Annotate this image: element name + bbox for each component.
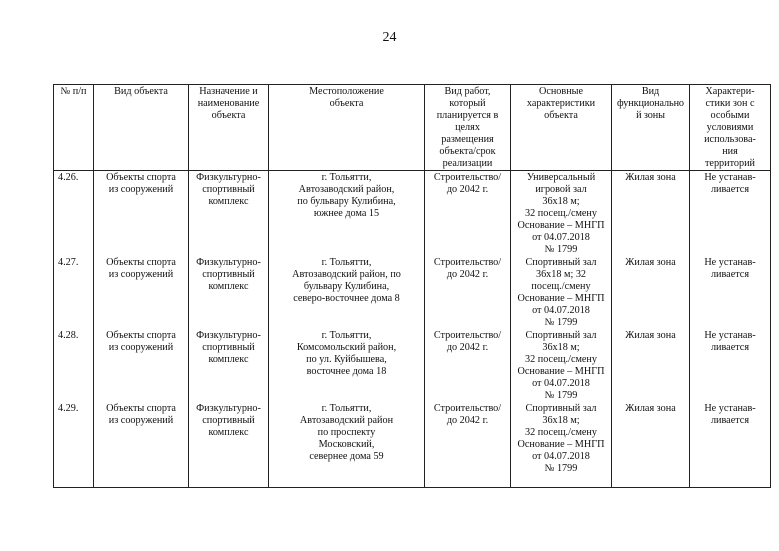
cell-line: Автозаводский район xyxy=(299,415,394,426)
cell-line: объекта xyxy=(544,110,578,121)
cell-line: восточнее дома 18 xyxy=(306,366,387,377)
cell-line: г. Тольятти, xyxy=(321,403,372,414)
cell-line: Жилая зона xyxy=(625,172,676,183)
cell-line: от 04.07.2018 xyxy=(532,378,590,389)
row-number: 4.27. xyxy=(54,256,94,329)
object-type-cell xyxy=(94,171,189,257)
functional-zone-cell xyxy=(612,402,690,488)
cell-line: Московский, xyxy=(318,439,375,450)
special-zones-cell xyxy=(690,171,771,257)
cell-line: до 2042 г. xyxy=(446,415,489,426)
characteristics-cell xyxy=(511,402,612,488)
cell-line: до 2042 г. xyxy=(446,184,489,195)
object-type-cell xyxy=(94,256,189,329)
cell-line: 36x18 м; xyxy=(542,342,580,353)
header-special-zones xyxy=(690,85,771,171)
row-number: 4.26. xyxy=(54,171,94,257)
cell-line: Не устанав- xyxy=(704,172,756,183)
cell-line: по бульвару Кулибина, xyxy=(297,196,396,207)
cell-line: территорий xyxy=(704,158,756,169)
cell-line: Местоположение xyxy=(309,86,384,97)
cell-line: Строительство/ xyxy=(433,403,502,414)
works-cell xyxy=(425,329,511,402)
objects-table xyxy=(53,84,771,488)
cell-line: ливается xyxy=(710,269,750,280)
cell-line: комплекс xyxy=(208,427,249,438)
cell-line: Жилая зона xyxy=(625,403,676,414)
cell-line: Объекты спорта xyxy=(106,172,176,183)
cell-line: спортивный xyxy=(202,269,255,280)
cell-line: условиями xyxy=(706,122,754,133)
cell-line: Вид объекта xyxy=(114,86,168,97)
cell-line: Комсомольский район, xyxy=(296,342,397,353)
cell-line: Универсальный xyxy=(526,172,596,183)
cell-line: й зоны xyxy=(636,110,665,121)
cell-line: северо-восточнее дома 8 xyxy=(293,293,400,304)
cell-line: объекта xyxy=(211,110,246,121)
purpose-cell xyxy=(189,402,269,488)
row-number: 4.29. xyxy=(54,402,94,488)
header-purpose xyxy=(189,85,269,171)
special-zones-cell xyxy=(690,329,771,402)
header-location xyxy=(269,85,425,171)
header-number xyxy=(54,85,94,171)
cell-line: ливается xyxy=(710,415,750,426)
cell-line: Жилая зона xyxy=(625,257,676,268)
cell-line: Вид xyxy=(641,86,660,97)
table-row xyxy=(54,329,771,402)
cell-line: использова- xyxy=(704,134,756,145)
cell-line: Объекты спорта xyxy=(106,403,176,414)
cell-line: Физкультурно- xyxy=(196,403,261,414)
table-row xyxy=(54,256,771,329)
cell-line: наименование xyxy=(197,98,260,109)
cell-line: спортивный xyxy=(202,415,255,426)
cell-line: до 2042 г. xyxy=(446,269,489,280)
cell-line: 36x18 м; xyxy=(542,415,580,426)
cell-line: № 1799 xyxy=(544,390,578,401)
works-cell xyxy=(425,256,511,329)
cell-line: Основание – МНГП xyxy=(517,220,605,231)
cell-line: по проспекту xyxy=(317,427,376,438)
location-cell xyxy=(269,171,425,257)
cell-line: Физкультурно- xyxy=(196,257,261,268)
cell-line: 36x18 м; xyxy=(542,196,580,207)
cell-line: Автозаводский район, xyxy=(298,184,395,195)
cell-line: № п/п xyxy=(60,86,87,97)
cell-line: характеристики xyxy=(526,98,596,109)
cell-line: № 1799 xyxy=(544,317,578,328)
cell-line: целях xyxy=(455,122,480,133)
cell-line: до 2042 г. xyxy=(446,342,489,353)
cell-line: бульвару Кулибина, xyxy=(303,281,390,292)
purpose-cell xyxy=(189,171,269,257)
table-row xyxy=(54,171,771,257)
works-cell xyxy=(425,171,511,257)
special-zones-cell xyxy=(690,402,771,488)
cell-line: Физкультурно- xyxy=(196,330,261,341)
cell-line: Вид работ, xyxy=(444,86,491,97)
cell-line: Строительство/ xyxy=(433,330,502,341)
purpose-cell xyxy=(189,256,269,329)
cell-line: № 1799 xyxy=(544,244,578,255)
cell-line: планируется в xyxy=(436,110,499,121)
cell-line: Физкультурно- xyxy=(196,172,261,183)
location-cell xyxy=(269,329,425,402)
header-functional-zone xyxy=(612,85,690,171)
cell-line: 32 посещ./смену xyxy=(525,427,597,438)
cell-line: ния xyxy=(722,146,738,157)
cell-line: ливается xyxy=(710,342,750,353)
row-number: 4.28. xyxy=(54,329,94,402)
cell-line: от 04.07.2018 xyxy=(532,232,590,243)
functional-zone-cell xyxy=(612,256,690,329)
cell-line: Не устанав- xyxy=(704,403,756,414)
header-works xyxy=(425,85,511,171)
cell-line: из сооружений xyxy=(108,184,174,195)
cell-line: г. Тольятти, xyxy=(321,257,372,268)
cell-line: Назначение и xyxy=(199,86,258,97)
functional-zone-cell xyxy=(612,329,690,402)
cell-line: севернее дома 59 xyxy=(309,451,384,462)
cell-line: стики зон с xyxy=(705,98,755,109)
cell-line: особыми xyxy=(710,110,750,121)
cell-line: Характери- xyxy=(705,86,755,97)
cell-line: который xyxy=(449,98,486,109)
header-row xyxy=(54,85,771,171)
characteristics-cell xyxy=(511,256,612,329)
cell-line: Спортивный зал xyxy=(525,403,597,414)
functional-zone-cell xyxy=(612,171,690,257)
cell-line: Жилая зона xyxy=(625,330,676,341)
cell-line: из сооружений xyxy=(108,269,174,280)
page-number: 24 xyxy=(382,30,397,45)
cell-line: от 04.07.2018 xyxy=(532,305,590,316)
cell-line: Основные xyxy=(538,86,584,97)
cell-line: Спортивный зал xyxy=(525,257,597,268)
table-row xyxy=(54,402,771,488)
cell-line: Основание – МНГП xyxy=(517,439,605,450)
location-cell xyxy=(269,256,425,329)
cell-line: размещения xyxy=(441,134,494,145)
object-type-cell xyxy=(94,329,189,402)
purpose-cell xyxy=(189,329,269,402)
cell-line: 32 посещ./смену xyxy=(525,208,597,219)
cell-line: из сооружений xyxy=(108,342,174,353)
cell-line: посещ./смену xyxy=(531,281,591,292)
cell-line: от 04.07.2018 xyxy=(532,451,590,462)
cell-line: Строительство/ xyxy=(433,257,502,268)
cell-line: функционально xyxy=(617,98,684,109)
cell-line: по ул. Куйбышева, xyxy=(306,354,387,365)
cell-line: № 1799 xyxy=(544,463,578,474)
header-characteristics xyxy=(511,85,612,171)
cell-line: игровой зал xyxy=(535,184,587,195)
cell-line: ливается xyxy=(710,184,750,195)
works-cell xyxy=(425,402,511,488)
cell-line: из сооружений xyxy=(108,415,174,426)
special-zones-cell xyxy=(690,256,771,329)
cell-line: 32 посещ./смену xyxy=(525,354,597,365)
characteristics-cell xyxy=(511,171,612,257)
cell-line: 36x18 м; 32 xyxy=(535,269,587,280)
cell-line: спортивный xyxy=(202,184,255,195)
object-type-cell xyxy=(94,402,189,488)
cell-line: Спортивный зал xyxy=(525,330,597,341)
cell-line: объекта xyxy=(329,98,364,109)
cell-line: Основание – МНГП xyxy=(517,366,605,377)
cell-line: комплекс xyxy=(208,354,249,365)
cell-line: г. Тольятти, xyxy=(321,172,372,183)
cell-line: Объекты спорта xyxy=(106,257,176,268)
cell-line: объекта/срок xyxy=(439,146,496,157)
cell-line: спортивный xyxy=(202,342,255,353)
location-cell xyxy=(269,402,425,488)
cell-line: Не устанав- xyxy=(704,257,756,268)
cell-line: южнее дома 15 xyxy=(313,208,380,219)
cell-line: Автозаводский район, по xyxy=(292,269,401,280)
cell-line: реализации xyxy=(442,158,493,169)
cell-line: комплекс xyxy=(208,281,249,292)
cell-line: Строительство/ xyxy=(433,172,502,183)
characteristics-cell xyxy=(511,329,612,402)
header-object-type xyxy=(94,85,189,171)
cell-line: Не устанав- xyxy=(704,330,756,341)
cell-line: г. Тольятти, xyxy=(321,330,372,341)
cell-line: Основание – МНГП xyxy=(517,293,605,304)
cell-line: комплекс xyxy=(208,196,249,207)
cell-line: Объекты спорта xyxy=(106,330,176,341)
